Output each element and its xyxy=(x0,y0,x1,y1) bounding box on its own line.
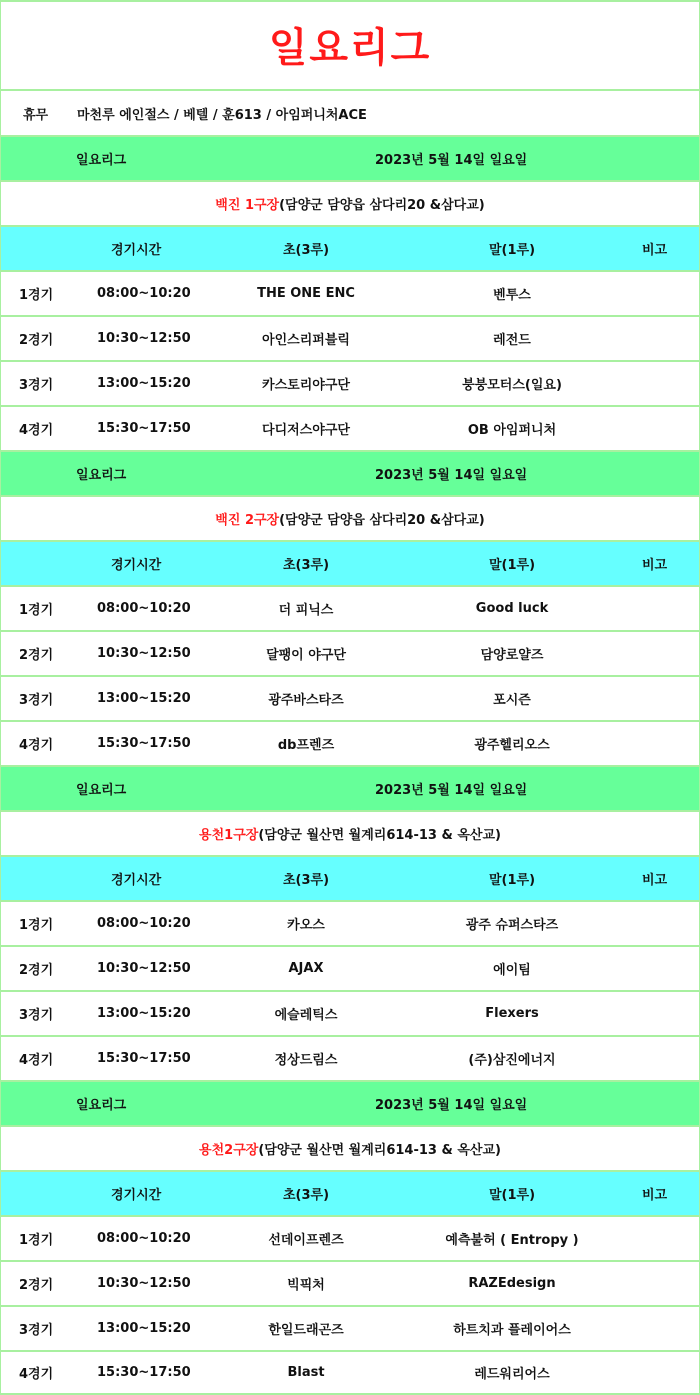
game-row xyxy=(0,360,700,405)
game-number: 4경기 xyxy=(19,738,54,753)
game-number: 3경기 xyxy=(19,693,54,708)
venue-address: (담양군 월산면 월계리614-13 & 옥산교) xyxy=(258,1143,501,1158)
rest-row xyxy=(0,89,700,135)
away-team: 벤투스 xyxy=(493,288,531,303)
game-number: 1경기 xyxy=(19,918,54,933)
header-home: 초(3루) xyxy=(282,558,330,573)
game-row xyxy=(0,675,700,720)
league-name: 일요리그 xyxy=(76,468,127,483)
header-note: 비고 xyxy=(642,243,668,258)
venue-row xyxy=(0,810,700,855)
header-note: 비고 xyxy=(642,558,668,573)
game-time: 15:30~17:50 xyxy=(97,421,191,436)
header-time: 경기시간 xyxy=(111,558,162,573)
game-number: 1경기 xyxy=(19,1233,54,1248)
game-number: 2경기 xyxy=(19,648,54,663)
venue-info xyxy=(1,1127,699,1170)
venue-info xyxy=(1,812,699,855)
game-row xyxy=(0,315,700,360)
game-time: 10:30~12:50 xyxy=(97,646,191,661)
game-time: 13:00~15:20 xyxy=(97,1006,191,1021)
home-team: 달팽이 야구단 xyxy=(266,648,346,663)
away-team: OB 아임퍼니처 xyxy=(467,423,557,438)
game-row xyxy=(0,1215,700,1260)
home-team: AJAX xyxy=(288,961,324,976)
game-time: 13:00~15:20 xyxy=(97,691,191,706)
league-name: 일요리그 xyxy=(76,783,127,798)
league-name: 일요리그 xyxy=(76,1098,127,1113)
game-number: 4경기 xyxy=(19,1053,54,1068)
header-note: 비고 xyxy=(642,873,668,888)
header-home: 초(3루) xyxy=(282,1188,330,1203)
away-team: 예측불허 ( Entropy ) xyxy=(445,1233,579,1248)
home-team: 다디저스야구단 xyxy=(262,423,350,438)
section-band xyxy=(0,135,700,180)
away-team: 레전드 xyxy=(493,333,531,348)
venue-info xyxy=(1,182,699,225)
game-time: 15:30~17:50 xyxy=(97,1051,191,1066)
game-row xyxy=(0,990,700,1035)
venue-name: 용천2구장 xyxy=(199,1143,259,1158)
game-time: 08:00~10:20 xyxy=(97,1231,191,1246)
header-note: 비고 xyxy=(642,1188,668,1203)
section-band xyxy=(0,1080,700,1125)
home-team: 에슬레틱스 xyxy=(274,1008,338,1023)
home-team: 빅픽처 xyxy=(287,1278,325,1293)
venue-address: (담양군 월산면 월계리614-13 & 옥산교) xyxy=(258,828,501,843)
venue-address: (담양군 담양읍 삼다리20 &삼다교) xyxy=(279,513,485,528)
page-title: 일요리그 xyxy=(268,25,432,71)
game-row xyxy=(0,270,700,315)
game-time: 10:30~12:50 xyxy=(97,1276,191,1291)
game-date: 2023년 5월 14일 일요일 xyxy=(375,468,528,483)
header-away: 말(1루) xyxy=(488,243,536,258)
game-number: 4경기 xyxy=(19,1367,54,1382)
title-row xyxy=(0,0,700,89)
venue-address: (담양군 담양읍 삼다리20 &삼다교) xyxy=(279,198,485,213)
header-away: 말(1루) xyxy=(488,1188,536,1203)
away-team: Good luck xyxy=(475,601,549,616)
home-team: 정상드림스 xyxy=(274,1053,338,1068)
header-time: 경기시간 xyxy=(111,1188,162,1203)
column-header-row xyxy=(0,1170,700,1215)
away-team: RAZEdesign xyxy=(468,1276,556,1291)
game-number: 1경기 xyxy=(19,288,54,303)
venue-name: 백진 2구장 xyxy=(215,513,280,528)
league-name: 일요리그 xyxy=(76,153,127,168)
game-time: 10:30~12:50 xyxy=(97,961,191,976)
game-row xyxy=(0,1350,700,1395)
game-time: 15:30~17:50 xyxy=(97,736,191,751)
game-number: 2경기 xyxy=(19,963,54,978)
home-team: 더 피닉스 xyxy=(278,603,334,618)
game-row xyxy=(0,720,700,765)
venue-row xyxy=(0,495,700,540)
venue-info xyxy=(1,497,699,540)
header-home: 초(3루) xyxy=(282,873,330,888)
game-row xyxy=(0,1035,700,1080)
game-number: 3경기 xyxy=(19,378,54,393)
game-row xyxy=(0,945,700,990)
game-number: 3경기 xyxy=(19,1323,54,1338)
game-time: 10:30~12:50 xyxy=(97,331,191,346)
home-team: 광주바스타즈 xyxy=(268,693,344,708)
home-team: 카스토리야구단 xyxy=(262,378,350,393)
section-band xyxy=(0,450,700,495)
column-header-row xyxy=(0,225,700,270)
away-team: 에이팀 xyxy=(493,963,531,978)
venue-name: 백진 1구장 xyxy=(215,198,280,213)
game-time: 15:30~17:50 xyxy=(97,1365,191,1380)
home-team: 선데이프렌즈 xyxy=(268,1233,344,1248)
rest-teams: 마천루 에인절스 / 베텔 / 훈613 / 아임퍼니처ACE xyxy=(77,107,367,123)
away-team: 하트치과 플레이어스 xyxy=(453,1323,571,1338)
home-team: 한일드래곤즈 xyxy=(268,1323,344,1338)
away-team: (주)삼진에너지 xyxy=(468,1053,556,1068)
venue-row xyxy=(0,180,700,225)
game-row xyxy=(0,1260,700,1305)
game-date: 2023년 5월 14일 일요일 xyxy=(375,153,528,168)
home-team: 아인스리퍼블릭 xyxy=(262,333,350,348)
game-number: 4경기 xyxy=(19,423,54,438)
game-time: 08:00~10:20 xyxy=(97,916,191,931)
rest-label: 휴무 xyxy=(23,107,49,123)
venue-name: 용천1구장 xyxy=(199,828,259,843)
home-team: 카오스 xyxy=(287,918,325,933)
section-band xyxy=(0,765,700,810)
game-time: 08:00~10:20 xyxy=(97,601,191,616)
game-number: 2경기 xyxy=(19,1278,54,1293)
header-time: 경기시간 xyxy=(111,873,162,888)
game-row xyxy=(0,405,700,450)
home-team: THE ONE ENC xyxy=(257,286,355,301)
column-header-row xyxy=(0,855,700,900)
game-number: 3경기 xyxy=(19,1008,54,1023)
away-team: 담양로얄즈 xyxy=(480,648,544,663)
game-time: 13:00~15:20 xyxy=(97,1321,191,1336)
header-away: 말(1루) xyxy=(488,873,536,888)
away-team: 레드워리어스 xyxy=(474,1367,550,1382)
away-team: 포시즌 xyxy=(493,693,531,708)
game-row xyxy=(0,585,700,630)
game-row xyxy=(0,630,700,675)
away-team: 붕붕모터스(일요) xyxy=(462,378,562,393)
game-number: 1경기 xyxy=(19,603,54,618)
away-team: 광주 슈퍼스타즈 xyxy=(465,918,559,933)
sections-container xyxy=(0,135,700,1395)
game-time: 13:00~15:20 xyxy=(97,376,191,391)
column-header-row xyxy=(0,540,700,585)
header-time: 경기시간 xyxy=(111,243,162,258)
game-row xyxy=(0,1305,700,1350)
game-number: 2경기 xyxy=(19,333,54,348)
away-team: 광주헬리오스 xyxy=(474,738,550,753)
game-date: 2023년 5월 14일 일요일 xyxy=(375,783,528,798)
home-team: Blast xyxy=(287,1365,325,1380)
game-row xyxy=(0,900,700,945)
away-team: Flexers xyxy=(485,1006,539,1021)
game-date: 2023년 5월 14일 일요일 xyxy=(375,1098,528,1113)
header-home: 초(3루) xyxy=(282,243,330,258)
home-team: db프렌즈 xyxy=(277,738,335,753)
venue-row xyxy=(0,1125,700,1170)
header-away: 말(1루) xyxy=(488,558,536,573)
game-time: 08:00~10:20 xyxy=(97,286,191,301)
